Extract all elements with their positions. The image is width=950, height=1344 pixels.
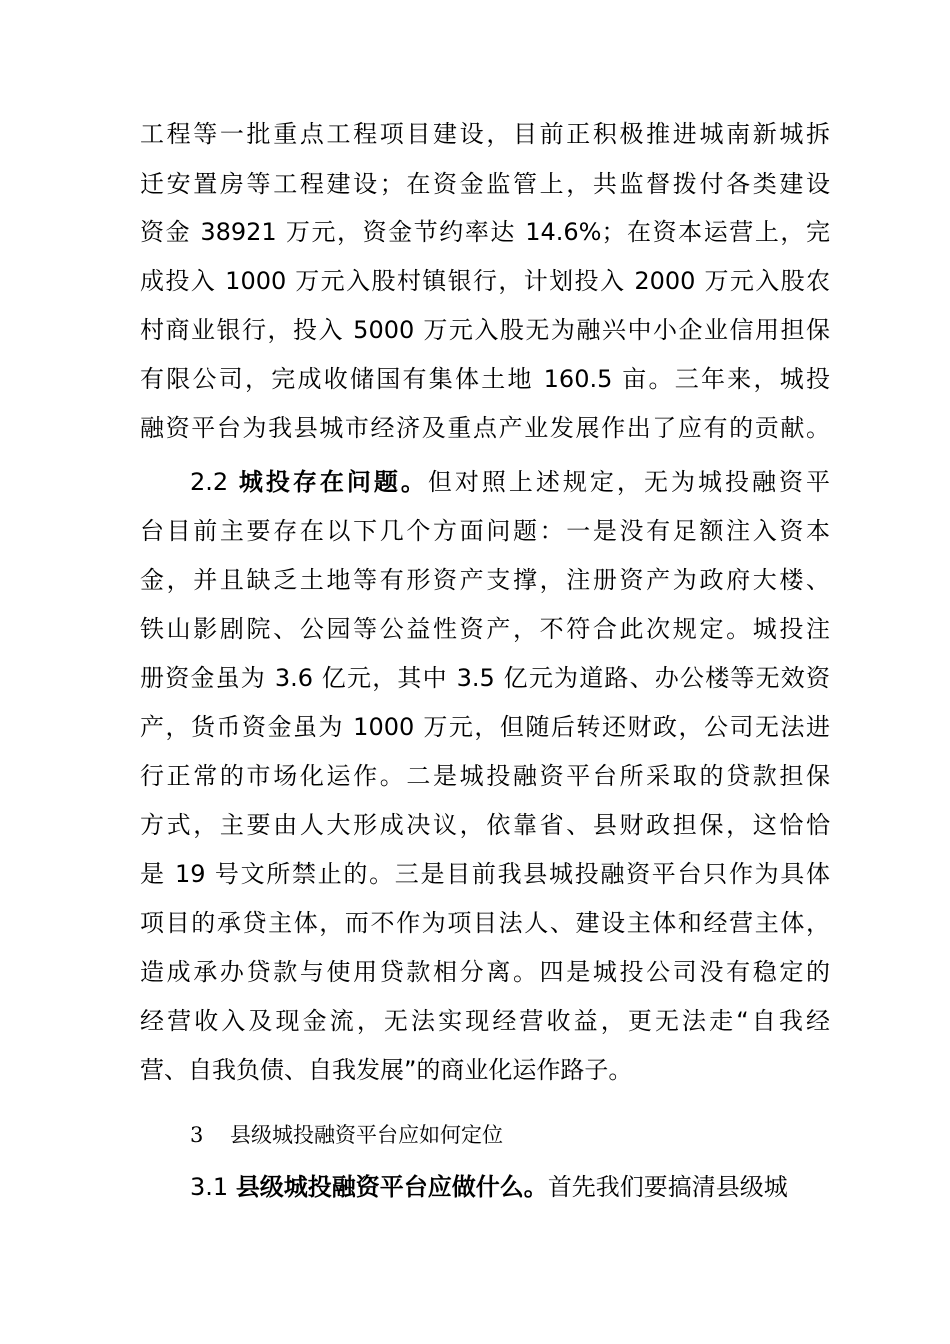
paragraph-1-line-3: 资金 38921 万元，资金节约率达 14.6%；在资本运营上，完: [140, 218, 830, 246]
paragraph-2-line-9: 是 19 号文所禁止的。三是目前我县城投融资平台只作为具体: [140, 860, 830, 888]
section-title-3-1: 县级城投融资平台应做什么。: [235, 1173, 548, 1201]
paragraph-1-line-7: 融资平台为我县城市经济及重点产业发展作出了应有的贡献。: [140, 414, 830, 442]
paragraph-1-line-4: 成投入 1000 万元入股村镇银行，计划投入 2000 万元入股农: [140, 267, 830, 295]
paragraph-2-first-line: [190, 458, 830, 506]
paragraph-1-line-6: 有限公司，完成收储国有集体土地 160.5 亩。三年来，城投: [140, 365, 830, 393]
paragraph-1-line-5: 村商业银行，投入 5000 万元入股无为融兴中小企业信用担保: [140, 316, 830, 344]
paragraph-2-line-8: 方式，主要由人大形成决议，依靠省、县财政担保，这恰恰: [140, 811, 830, 839]
paragraph-2-line-4: 铁山影剧院、公园等公益性资产，不符合此次规定。城投注: [140, 615, 830, 643]
paragraph-2-line-6: 产，货币资金虽为 1000 万元，但随后转还财政，公司无法进: [140, 713, 830, 741]
paragraph-2-line-13: 营、自我负债、自我发展”的商业化运作路子。: [140, 1056, 633, 1084]
paragraph-2-line-10: 项目的承贷主体，而不作为项目法人、建设主体和经营主体，: [140, 909, 830, 937]
paragraph-2-line-12: 经营收入及现金流，无法实现经营收益，更无法走“自我经: [140, 1007, 830, 1035]
paragraph-1-line-2: 迁安置房等工程建设；在资金监管上，共监督拨付各类建设: [140, 170, 830, 198]
section-number-2-2: 2.2: [190, 468, 229, 496]
paragraph-2-line-3: 金，并且缺乏土地等有形资产支撑，注册资产为政府大楼、: [140, 566, 830, 594]
section-3-title: 县级城投融资平台应如何定位: [230, 1123, 503, 1147]
paragraph-2-line-2: 台目前主要存在以下几个方面问题：一是没有足额注入资本: [140, 517, 830, 545]
paragraph-2-line-11: 造成承办贷款与使用贷款相分离。四是城投公司没有稳定的: [140, 958, 830, 986]
section-number-3-1: 3.1: [190, 1173, 229, 1201]
section-3-number: 3: [190, 1123, 204, 1147]
paragraph-2-line-5: 册资金虽为 3.6 亿元，其中 3.5 亿元为道路、办公楼等无效资: [140, 664, 830, 692]
paragraph-1-line-1: 工程等一批重点工程项目建设，目前正积极推进城南新城拆: [140, 120, 830, 148]
paragraph-3-first-line-text: 首先我们要搞清县级城: [547, 1173, 788, 1201]
section-title-2-2: 城投存在问题。: [238, 468, 428, 496]
paragraph-3-first-line: [190, 1163, 830, 1211]
section-3-heading: [190, 1115, 503, 1155]
paragraph-2-line-7: 行正常的市场化运作。二是城投融资平台所采取的贷款担保: [140, 762, 830, 790]
paragraph-2-first-line-text: 但对照上述规定，无为城投融资平: [427, 468, 830, 496]
